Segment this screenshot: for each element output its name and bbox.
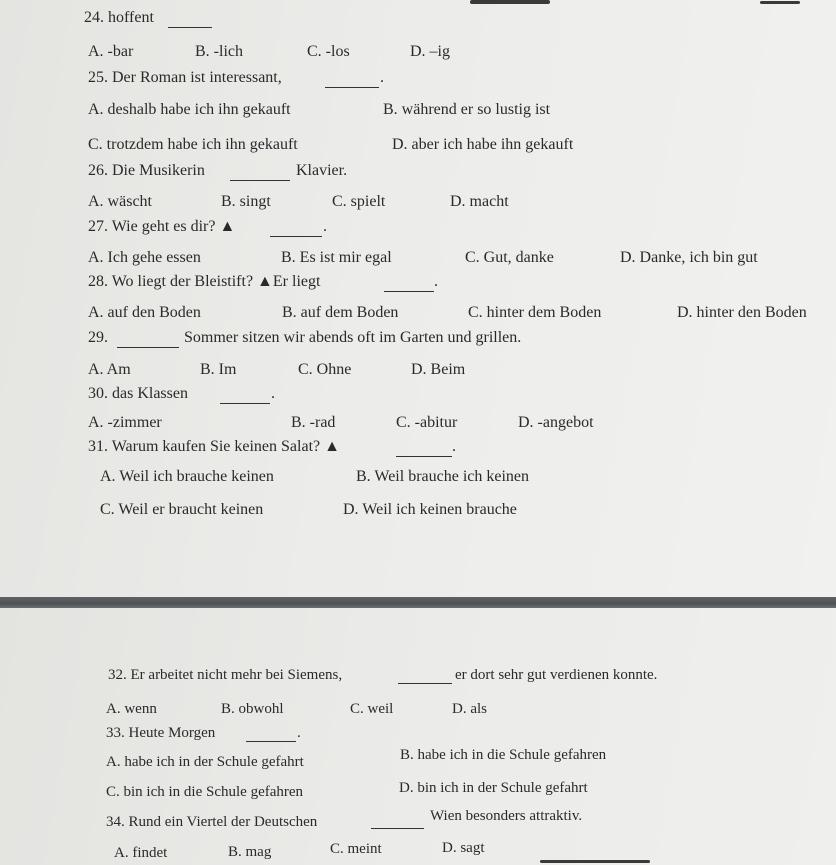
option-d[interactable]: D. bin ich in der Schule gefahrt bbox=[399, 780, 588, 796]
option-a[interactable]: A. Weil ich brauche keinen bbox=[100, 468, 274, 485]
option-b[interactable]: B. Weil brauche ich keinen bbox=[356, 468, 530, 485]
answer-blank bbox=[220, 403, 270, 404]
answer-blank bbox=[230, 180, 290, 181]
answer-blank bbox=[384, 291, 434, 292]
option-c[interactable]: C. Weil er braucht keinen bbox=[100, 501, 264, 518]
question-stem: 26. Die Musikerin bbox=[88, 162, 205, 179]
option-d[interactable]: D. macht bbox=[450, 193, 509, 210]
option-d[interactable]: D. Beim bbox=[411, 361, 466, 378]
question-stem: 25. Der Roman ist interessant, bbox=[88, 69, 282, 86]
torn-paper-edge bbox=[540, 860, 650, 863]
option-b[interactable]: B. Es ist mir egal bbox=[281, 249, 392, 266]
option-a[interactable]: A. auf den Boden bbox=[88, 304, 201, 321]
question-stem: 34. Rund ein Viertel der Deutschen bbox=[106, 814, 318, 830]
option-b[interactable]: B. singt bbox=[221, 193, 271, 210]
question-stem: 30. das Klassen bbox=[88, 385, 188, 402]
question-stem: 32. Er arbeitet nicht mehr bei Siemens, bbox=[108, 667, 343, 683]
option-c[interactable]: C. -los bbox=[307, 43, 350, 60]
question-stem: 27. Wie geht es dir? ▲ bbox=[88, 218, 236, 235]
torn-paper-edge bbox=[760, 1, 800, 4]
option-c[interactable]: C. -abitur bbox=[396, 414, 458, 431]
option-b[interactable]: B. habe ich in die Schule gefahren bbox=[400, 747, 607, 763]
option-c[interactable]: C. trotzdem habe ich ihn gekauft bbox=[88, 136, 298, 153]
option-d[interactable]: D. als bbox=[452, 701, 487, 717]
option-b[interactable]: B. während er so lustig ist bbox=[383, 101, 551, 118]
torn-paper-edge bbox=[470, 0, 550, 4]
question-stem: 31. Warum kaufen Sie keinen Salat? ▲ bbox=[88, 438, 340, 455]
option-b[interactable]: B. auf dem Boden bbox=[282, 304, 399, 321]
question-stem-end: . bbox=[271, 385, 275, 402]
option-a[interactable]: A. Am bbox=[88, 361, 131, 378]
answer-blank bbox=[371, 828, 424, 829]
option-d[interactable]: D. hinter den Boden bbox=[677, 304, 807, 321]
option-b[interactable]: B. -rad bbox=[291, 414, 336, 431]
option-b[interactable]: B. mag bbox=[228, 844, 272, 860]
option-d[interactable]: D. Weil ich keinen brauche bbox=[343, 501, 517, 518]
option-a[interactable]: A. findet bbox=[114, 845, 168, 861]
option-a[interactable]: A. habe ich in der Schule gefahrt bbox=[106, 754, 304, 770]
question-stem-end: . bbox=[297, 725, 301, 741]
question-stem-end: Sommer sitzen wir abends oft im Garten und grillen. bbox=[184, 329, 522, 346]
question-stem-end: Wien besonders attraktiv. bbox=[430, 808, 583, 824]
page-gap-divider bbox=[0, 597, 836, 608]
question-stem-end: Klavier. bbox=[296, 162, 348, 179]
option-d[interactable]: D. Danke, ich bin gut bbox=[620, 249, 758, 266]
question-stem-end: er dort sehr gut verdienen konnte. bbox=[455, 667, 658, 683]
option-c[interactable]: C. Gut, danke bbox=[465, 249, 554, 266]
question-stem: 28. Wo liegt der Bleistift? ▲Er liegt bbox=[88, 273, 321, 290]
option-c[interactable]: C. weil bbox=[350, 701, 394, 717]
option-d[interactable]: D. sagt bbox=[442, 840, 485, 856]
answer-blank bbox=[168, 27, 212, 28]
answer-blank bbox=[398, 683, 452, 684]
option-c[interactable]: C. spielt bbox=[332, 193, 386, 210]
option-c[interactable]: C. Ohne bbox=[298, 361, 352, 378]
option-a[interactable]: A. deshalb habe ich ihn gekauft bbox=[88, 101, 291, 118]
question-stem: 29. bbox=[88, 329, 108, 346]
option-d[interactable]: D. –ig bbox=[410, 43, 450, 60]
option-a[interactable]: A. -bar bbox=[88, 43, 134, 60]
option-a[interactable]: A. -zimmer bbox=[88, 414, 162, 431]
option-c[interactable]: C. hinter dem Boden bbox=[468, 304, 602, 321]
question-stem-end: . bbox=[434, 273, 438, 290]
question-stem-end: . bbox=[380, 69, 384, 86]
question-stem-end: . bbox=[452, 438, 456, 455]
option-a[interactable]: A. wäscht bbox=[88, 193, 152, 210]
option-b[interactable]: B. -lich bbox=[195, 43, 243, 60]
option-d[interactable]: D. aber ich habe ihn gekauft bbox=[392, 136, 574, 153]
question-stem: 33. Heute Morgen bbox=[106, 725, 216, 741]
option-d[interactable]: D. -angebot bbox=[518, 414, 594, 431]
option-b[interactable]: B. Im bbox=[200, 361, 237, 378]
question-stem: 24. hoffent bbox=[84, 9, 154, 26]
question-stem-end: . bbox=[323, 218, 327, 235]
answer-blank bbox=[117, 347, 179, 348]
option-c[interactable]: C. bin ich in die Schule gefahren bbox=[106, 784, 304, 800]
option-b[interactable]: B. obwohl bbox=[221, 701, 284, 717]
option-a[interactable]: A. Ich gehe essen bbox=[88, 249, 201, 266]
answer-blank bbox=[396, 456, 452, 457]
answer-blank bbox=[270, 236, 322, 237]
option-a[interactable]: A. wenn bbox=[106, 701, 157, 717]
answer-blank bbox=[325, 87, 379, 88]
option-c[interactable]: C. meint bbox=[330, 841, 382, 857]
answer-blank bbox=[246, 741, 296, 742]
